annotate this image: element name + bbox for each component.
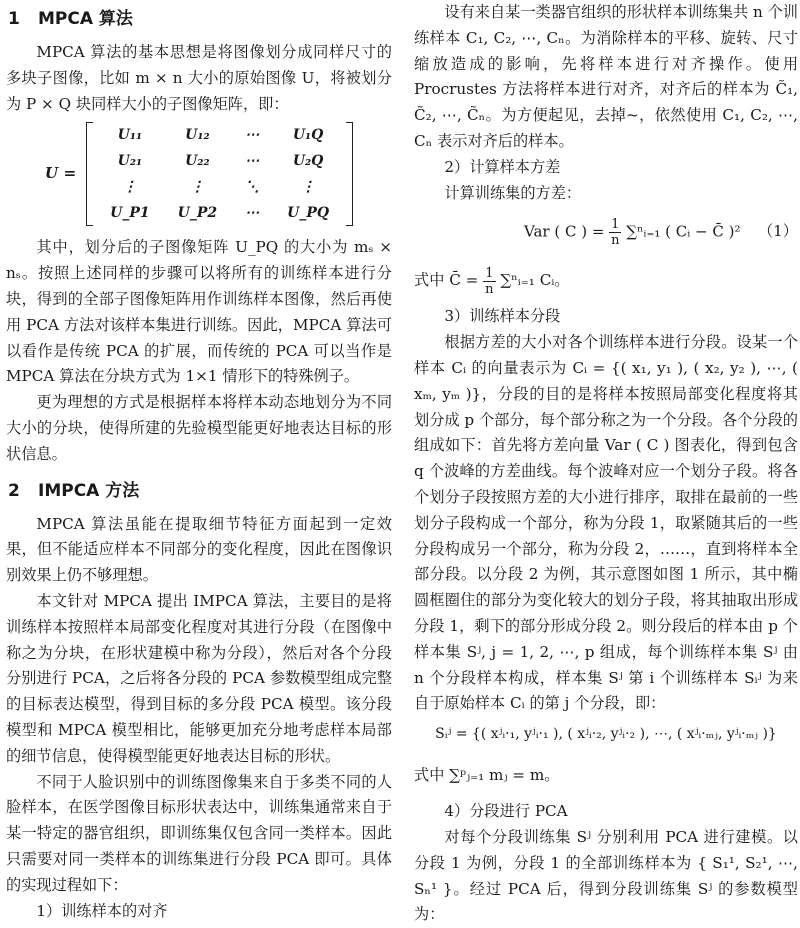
paragraph: MPCA 算法虽能在提取细节特征方面起到一定效果，但不能适应样本不同部分的变化程度，因此在图像识别效果上仍不够理想。 <box>6 514 392 585</box>
matrix-equation <box>6 119 392 229</box>
matrix-cell: ⋮ <box>122 179 137 196</box>
matrix-cell: U₂Q <box>292 153 324 170</box>
step-heading: 3）训练样本分段 <box>444 307 561 326</box>
numerator: 1 <box>611 216 620 232</box>
matrix-cell: U₂₁ <box>117 153 143 170</box>
matrix-brackets <box>86 122 353 226</box>
section-title: MPCA 算法 <box>38 9 133 29</box>
matrix-table <box>96 122 343 226</box>
constraint-line: 式中 ∑ᵖⱼ₌₁ mⱼ = m。 <box>414 766 560 785</box>
matrix-lhs: U = <box>44 164 77 183</box>
paragraph: 根据方差的大小对各个训练样本进行分段。设某一个样本 Cᵢ 的向量表示为 Cᵢ = {( x₁, y₁ ), ( x₂, y₂ ), ⋯, ( xₘ, yₘ )}，分段的目的是将样本按照局部变化程度将其划分成 p 个部分，每个部分称之为一个分段。各个分段的组成如下：首先将方差向量 Var ( C ) 图表化，得到包含 q 个波峰的方差曲线。每个波峰对应一个划分子段。将各个划分子段按照方差的大小进行排序，取排在最前的一些划分子段构成一个部分，称为分段 1，取紧随其后的一些分段构成另一个部分，称为分段 2，……，直到将样本全部分段。以分段 2 为例，其示意图如图 1 所示，其中椭圆框圈住的部分为变化较大的划分子段，将其抽取出形成分段 1，剩下的部分形成分段 2。则分段后的样本由 p 个样本集 Sʲ, j = 1, 2, ⋯, p 组成，每个训练样本集 Sʲ 由 n 个分段样本构成，样本集 Sʲ 第 i 个训练样本 Sᵢʲ 为来自于原始样本 Cᵢ 的第 j 个分段，即： <box>414 333 798 713</box>
paragraph: 本文针对 MPCA 提出 IMPCA 算法，主要目的是将训练样本按照样本局部变化程度对其进行分段（在图像中称之为分块，在形状建模中称为分段），然后对各个分段分别进行 PCA，之后将各分段的 PCA 参数模型组成完整的目标表达模型，得到目标的多分段 PCA 模型。该分段模型和 MPCA 模型相比，能够更加充分地考虑样本局部的细节信息，使得模型能更好地表达目标的形状。 <box>6 591 392 765</box>
matrix-cell: ⋱ <box>245 179 260 196</box>
matrix-cell: ⋮ <box>301 179 316 196</box>
matrix-cell: U_P2 <box>177 205 218 222</box>
equation-body <box>524 217 740 248</box>
mean-lhs: 式中 C̄ = <box>414 271 479 290</box>
section-1-heading <box>8 4 392 34</box>
matrix-cell: ⋯ <box>245 153 260 170</box>
section-title: IMPCA 方法 <box>38 480 140 501</box>
paragraph: 对每个分段训练集 Sʲ 分别利用 PCA 进行建模。以分段 1 为例，分段 1 的全部训练样本为 { S₁¹, S₂¹, ⋯, Sₙ¹ }。经过 PCA 后，得到分段训练集 Sʲ 的参数模型为： <box>414 827 798 924</box>
paragraph: 更为理想的方式是根据样本将样本动态地划分为不同大小的分块，使得所建的先验模型能更好地表达目标的形状信息。 <box>6 393 392 463</box>
matrix-cell: U₁Q <box>292 127 324 144</box>
mean-definition <box>414 258 798 304</box>
paragraph: 计算训练集的方差： <box>444 183 582 202</box>
right-column <box>414 0 798 928</box>
step-heading: 1）训练样本的对齐 <box>36 901 168 920</box>
fraction <box>609 217 621 248</box>
equation-lhs: Var ( C ) = <box>524 222 605 241</box>
matrix-cell: ⋯ <box>245 205 260 222</box>
matrix-cell: U₁₂ <box>185 127 210 144</box>
matrix-cell: ⋮ <box>190 179 205 196</box>
matrix-cell: U_P1 <box>110 205 150 222</box>
step-heading: 2）计算样本方差 <box>444 157 561 176</box>
equation-2: Sᵢʲ = {( xʲᵢ·₁, yʲᵢ·₁ ), ( xʲᵢ·₂, yʲᵢ·₂ ), ⋯, ( xʲᵢ·ₘⱼ, yʲᵢ·ₘⱼ )} <box>435 726 777 743</box>
section-number: 1 <box>8 9 20 29</box>
equation-sum: ∑ⁿᵢ₌₁ ( Cᵢ − C̄ )² <box>626 222 741 241</box>
paragraph: 其中，划分后的子图像矩阵 U_PQ 的大小为 mₛ × nₛ。按照上述同样的步骤可以将所有的训练样本进行分块，得到的全部子图像矩阵用作训练样本图像，然后再使用 PCA 方法对该样本集进行训练。因此，MPCA 算法可以看作是传统 PCA 的扩展，而传统的 PCA 可以当作是 MPCA 算法在分块方式为 1×1 情形下的特殊例子。 <box>6 238 392 386</box>
left-column <box>6 0 392 924</box>
numerator: 1 <box>485 265 494 281</box>
denominator: n <box>485 281 494 297</box>
step-heading: 4）分段进行 PCA <box>444 802 568 821</box>
section-number: 2 <box>8 480 20 501</box>
matrix-cell: U_PQ <box>287 205 330 222</box>
paragraph: MPCA 算法的基本思想是将图像划分成同样尺寸的多块子图像，比如 m × n 大小的原始图像 U，将被划分为 P × Q 块同样大小的子图像矩阵，即： <box>6 43 392 113</box>
matrix-cell: ⋯ <box>245 127 260 144</box>
equation-1 <box>414 206 798 258</box>
mean-rhs: ∑ⁿᵢ₌₁ Cᵢ。 <box>500 271 570 290</box>
paragraph: 不同于人脸识别中的训练图像集来自于多类不同的人脸样本，在医学图像目标形状表达中，训练集通常来自于某一特定的器官组织，即训练集仅包含同一类样本。因此只需要对同一类样本的训练集进行分段 PCA 即可。具体的实现过程如下： <box>6 772 392 894</box>
equation-tag: （1） <box>757 222 798 241</box>
paragraph: 设有来自某一类器官组织的形状样本训练集共 n 个训练样本 C₁, C₂, ⋯, Cₙ。为消除样本的平移、旋转、尺寸缩放造成的影响，先将样本进行对齐操作。使用 Procrustes 方法将样本进行对齐，对齐后的样本为 C̃₁, C̃₂, ⋯, C̃ₙ。为方便起见，去掉~，依然使用 C₁, C₂, ⋯, Cₙ 表示对齐后的样本。 <box>414 3 798 150</box>
denominator: n <box>611 232 620 248</box>
section-2-heading <box>8 476 392 506</box>
matrix-cell: U₂₂ <box>185 153 210 170</box>
fraction <box>483 266 495 297</box>
matrix-cell: U₁₁ <box>117 127 143 144</box>
